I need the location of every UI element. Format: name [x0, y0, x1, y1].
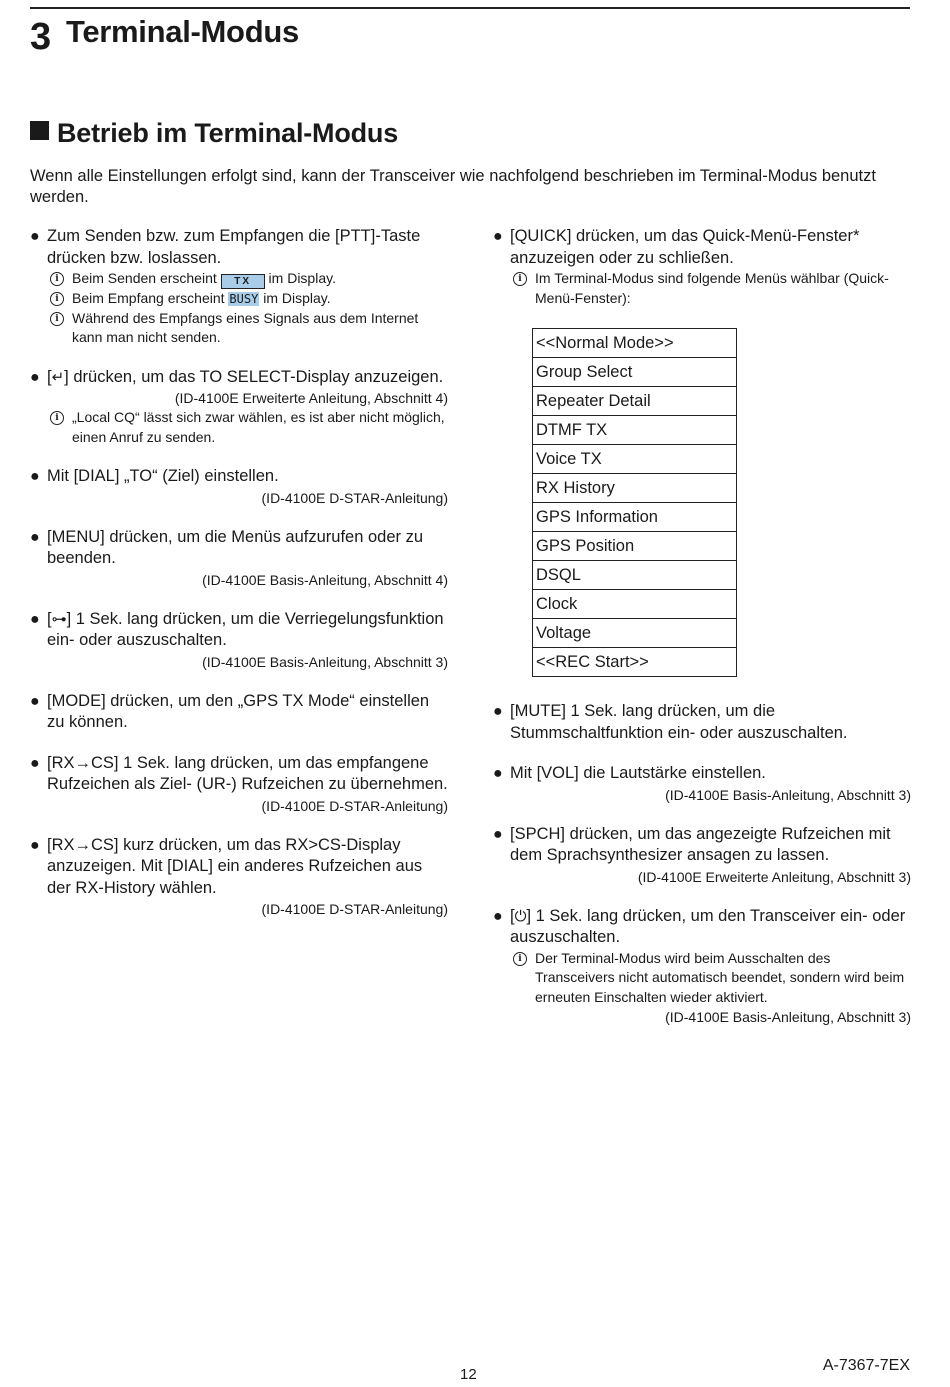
page-number: 12	[460, 1366, 477, 1383]
right-column	[493, 226, 911, 1046]
bullet-dot-icon: ●	[30, 754, 40, 772]
menu-item: RX History	[533, 474, 737, 503]
note-text: „Local CQ“ lässt sich zwar wählen, es ist aber nicht möglich, einen Anruf zu senden.	[72, 409, 445, 445]
top-rule	[30, 7, 910, 9]
menu-row	[533, 503, 737, 532]
reference: (ID-4100E Basis-Anleitung, Abschnitt 3)	[665, 1009, 911, 1025]
note-internet	[50, 309, 448, 348]
bullet-text: [MENU] drücken, um die Menüs aufzurufen oder zu beenden.	[47, 527, 424, 567]
enter-key-icon: ↵	[51, 368, 65, 386]
note-text: Während des Empfangs eines Signals aus dem Internet kann man nicht senden.	[72, 309, 419, 345]
menu-row	[533, 619, 737, 648]
bullet-dot-icon: ●	[30, 468, 40, 485]
menu-row	[533, 474, 737, 503]
menu-item: Voltage	[533, 619, 737, 648]
bullet-text: [MODE] drücken, um den „GPS TX Mode“ einstellen zu können.	[47, 691, 430, 731]
reference: (ID-4100E Basis-Anleitung, Abschnitt 3)	[202, 653, 448, 670]
menu-row	[533, 358, 737, 387]
bullet-dot-icon: ●	[493, 703, 503, 720]
bullet-quick	[493, 226, 911, 308]
info-icon: i	[50, 312, 64, 326]
bullet-text: [RX→CS] kurz drücken, um das RX>CS-Display anzuzeigen. Mit [DIAL] ein anderes Rufzeichen aus der RX-History wählen.	[47, 835, 423, 897]
reference: (ID-4100E Basis-Anleitung, Abschnitt 4)	[202, 571, 448, 588]
reference: (ID-4100E Erweiterte Anleitung, Abschnitt 4)	[174, 390, 448, 406]
reference: (ID-4100E D-STAR-Anleitung)	[261, 901, 448, 917]
reference: (ID-4100E D-STAR-Anleitung)	[261, 489, 448, 506]
bullet-rxcs-long	[30, 753, 448, 816]
bullet-lock: ● [⊶] 1 Sek. lang drücken, um die Verriegelungsfunktion ein- oder auszuschalten. (ID-4100E Basis-Anleitung, Abschnitt 3)	[30, 609, 448, 670]
bullet-text: [SPCH] drücken, um das angezeigte Rufzeichen mit dem Sprachsynthesizer ansagen zu lassen.	[510, 824, 891, 864]
bullet-text: Zum Senden bzw. zum Empfangen die [PTT]-Taste drücken bzw. loslassen.	[47, 227, 421, 267]
bullet-text: [QUICK] drücken, um das Quick-Menü-Fenster* anzuzeigen oder zu schließen.	[510, 227, 860, 267]
document-code: A-7367-7EX	[822, 1357, 910, 1374]
note-text: Beim Empfang erscheint	[72, 290, 225, 306]
menu-row	[533, 532, 737, 561]
bullet-dot-icon: ●	[30, 692, 40, 710]
bullet-dot-icon: ●	[30, 528, 40, 546]
bullet-dot-icon: ●	[493, 825, 503, 843]
menu-item: DTMF TX	[533, 416, 737, 445]
left-column	[30, 226, 448, 938]
busy-indicator-icon: BUSY	[229, 292, 259, 306]
bullet-menu	[30, 527, 448, 590]
menu-row	[533, 590, 737, 619]
note-text: Der Terminal-Modus wird beim Ausschalten des Transceivers nicht automatisch beendet, sondern wird beim erneuten Einschalten wieder aktiviert.	[535, 949, 905, 1005]
chapter-number: 3	[30, 16, 51, 58]
menu-row	[533, 329, 737, 358]
quick-menu-table	[532, 328, 737, 677]
info-icon: i	[50, 272, 64, 286]
reference: (ID-4100E Basis-Anleitung, Abschnitt 3)	[665, 786, 911, 803]
menu-item: DSQL	[533, 561, 737, 590]
bullet-text: ] drücken, um das TO SELECT-Display anzuzeigen.	[64, 367, 444, 386]
bullet-dot-icon: ●	[30, 610, 40, 628]
bullet-enter: ● [↵] drücken, um das TO SELECT-Display anzuzeigen. (ID-4100E Erweiterte Anleitung, Abschnitt 4) i „Local CQ“ lässt sich zwar wählen, es ist aber nicht möglich, einen Anruf zu senden.	[30, 367, 448, 448]
menu-row	[533, 416, 737, 445]
info-icon: i	[513, 952, 527, 966]
menu-row	[533, 561, 737, 590]
power-icon: ⏻	[514, 907, 527, 925]
note-power	[513, 949, 911, 1008]
menu-row	[533, 648, 737, 677]
bullet-dot-icon: ●	[493, 765, 503, 782]
reference: (ID-4100E Erweiterte Anleitung, Abschnitt 3)	[637, 868, 911, 885]
bullet-dot-icon: ●	[493, 228, 503, 245]
menu-row	[533, 445, 737, 474]
note-text: Beim Senden erscheint	[72, 270, 217, 286]
bullet-rxcs-short	[30, 835, 448, 920]
bullet-text: ] 1 Sek. lang drücken, um die Verriegelungsfunktion ein- oder auszuschalten.	[47, 609, 444, 649]
note-quick-menu	[513, 269, 911, 308]
bullet-text: ] 1 Sek. lang drücken, um den Transceiver ein- oder auszuschalten.	[510, 906, 906, 946]
bullet-text: Mit [VOL] die Lautstärke einstellen.	[510, 764, 766, 782]
note-tx	[50, 269, 448, 289]
key-lock-icon: ⊶	[51, 610, 67, 628]
info-icon: i	[513, 272, 527, 286]
bullet-text: [MUTE] 1 Sek. lang drücken, um die Stummschaltfunktion ein- oder auszuschalten.	[510, 702, 848, 742]
info-icon: i	[50, 292, 64, 306]
section-heading	[30, 118, 398, 149]
menu-item: <<Normal Mode>>	[533, 329, 737, 358]
bullet-vol	[493, 763, 911, 805]
note-busy	[50, 289, 448, 309]
bullet-dot-icon: ●	[493, 907, 503, 925]
bullet-dot-icon: ●	[30, 836, 40, 854]
note-local-cq	[50, 408, 448, 447]
menu-row	[533, 387, 737, 416]
bullet-dial	[30, 466, 448, 508]
bullet-text: [RX→CS] 1 Sek. lang drücken, um das empfangene Rufzeichen als Ziel- (UR-) Rufzeichen zu übernehmen.	[47, 753, 448, 793]
square-bullet-icon	[30, 121, 49, 140]
section-title: Betrieb im Terminal-Modus	[57, 118, 399, 148]
bullet-dot-icon: ●	[30, 368, 40, 386]
menu-item: <<REC Start>>	[533, 648, 737, 677]
bullet-spch	[493, 824, 911, 887]
bullet-power: ● [⏻] 1 Sek. lang drücken, um den Transceiver ein- oder auszuschalten. i Der Terminal-Modus wird beim Ausschalten des Transceivers nicht automatisch beendet, sondern wird beim erneuten Einschalten wieder aktiviert. (ID-4100E Basis-Anleitung, Abschnitt 3)	[493, 906, 911, 1025]
bullet-text: Mit [DIAL] „TO“ (Ziel) einstellen.	[47, 467, 279, 485]
menu-item: Repeater Detail	[533, 387, 737, 416]
bullet-mode	[30, 691, 448, 734]
bullet-dot-icon: ●	[30, 228, 40, 245]
menu-item: Clock	[533, 590, 737, 619]
chapter-title: Terminal-Modus	[66, 14, 299, 49]
menu-item: Group Select	[533, 358, 737, 387]
tx-indicator-icon: TX	[221, 274, 265, 289]
note-text: im Display.	[263, 290, 331, 306]
menu-item: Voice TX	[533, 445, 737, 474]
info-icon: i	[50, 411, 64, 425]
intro-paragraph: Wenn alle Einstellungen erfolgt sind, kann der Transceiver wie nachfolgend beschrieben im Terminal-Modus benutzt werden.	[30, 167, 876, 206]
note-text: Im Terminal-Modus sind folgende Menüs wählbar (Quick-Menü-Fenster):	[535, 270, 889, 306]
bullet-mute	[493, 701, 911, 744]
menu-item: GPS Information	[533, 503, 737, 532]
menu-item: GPS Position	[533, 532, 737, 561]
note-text: im Display.	[268, 270, 336, 286]
reference: (ID-4100E D-STAR-Anleitung)	[261, 797, 448, 814]
bullet-ptt	[30, 226, 448, 348]
